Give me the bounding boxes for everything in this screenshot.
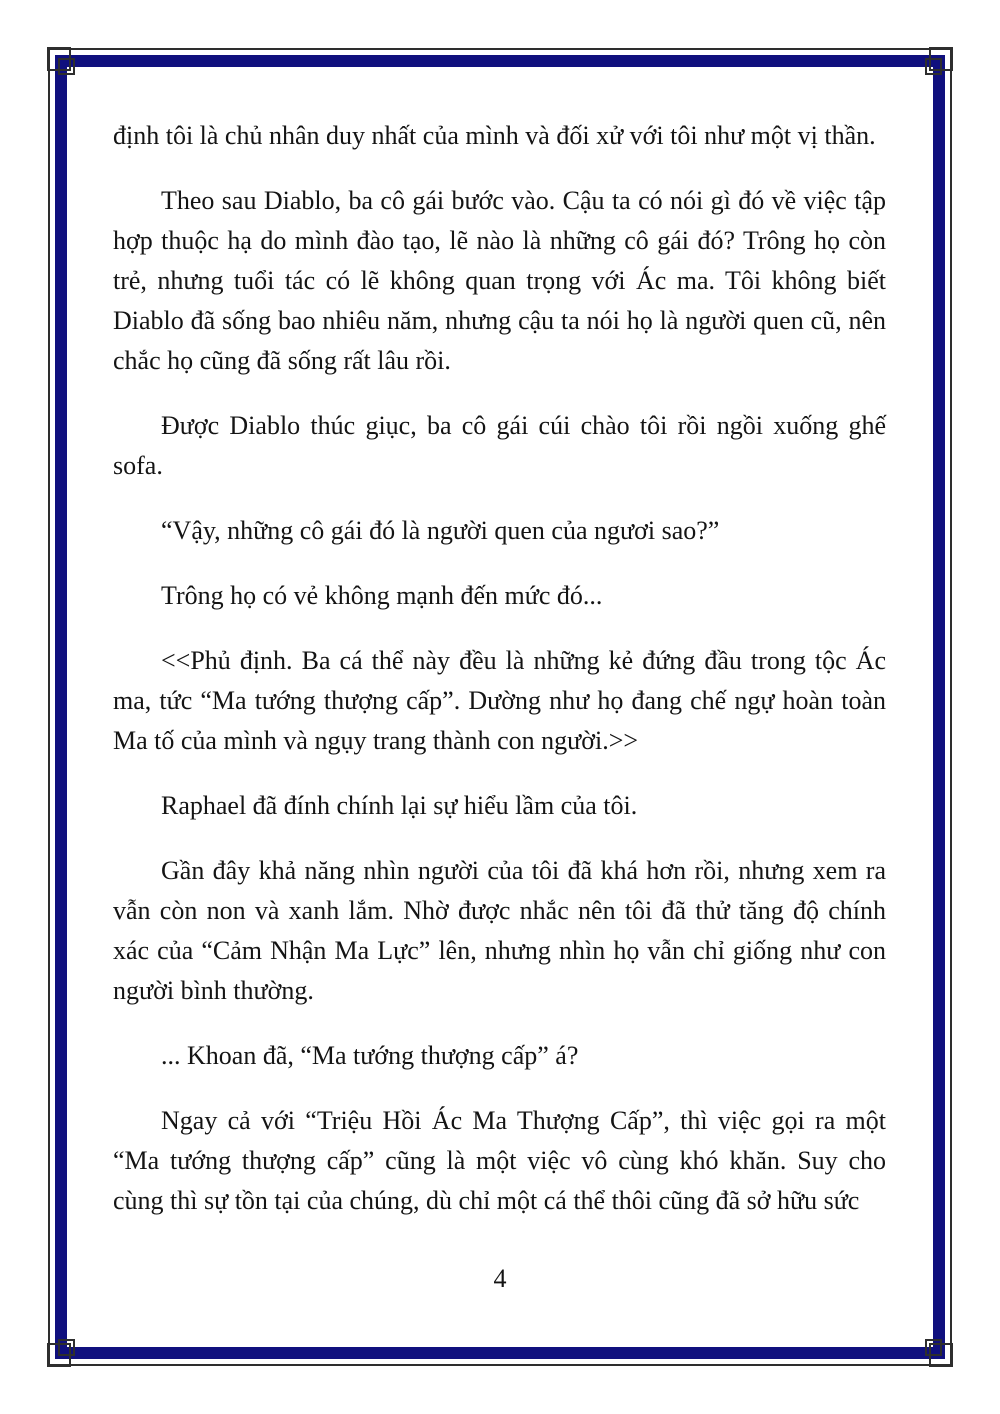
corner-ornament-bottom-right-inner [925, 1339, 942, 1356]
corner-ornament-top-left-outer [47, 47, 71, 71]
paragraph: Raphael đã đính chính lại sự hiểu lầm của tôi. [161, 791, 638, 820]
paragraph: Gần đây khả năng nhìn người của tôi đã khá hơn rồi, nhưng xem ra vẫn còn non và xanh lắm. Nhờ được nhắc nên tôi đã thử tăng độ chính xác của “Cảm Nhận Ma Lực” lên, nhưng nhìn họ vẫn chỉ giống như con người bình thường. [113, 856, 886, 1005]
page-number: 4 [493, 1264, 507, 1293]
corner-ornament-top-right-outer [929, 47, 953, 71]
corner-ornament-bottom-right-outer [929, 1343, 953, 1367]
page-text [113, 116, 886, 1246]
paragraph: <<Phủ định. Ba cá thể này đều là những kẻ đứng đầu trong tộc Ác ma, tức “Ma tướng thượng cấp”. Dường như họ đang chế ngự hoàn toàn Ma tố của mình và ngụy trang thành con người.>> [113, 646, 886, 755]
paragraph: ... Khoan đã, “Ma tướng thượng cấp” á? [161, 1041, 579, 1070]
paragraph: “Vậy, những cô gái đó là người quen của ngươi sao?” [161, 516, 720, 545]
paragraph: Trông họ có vẻ không mạnh đến mức đó... [161, 581, 603, 610]
paragraph: Ngay cả với “Triệu Hồi Ác Ma Thượng Cấp”, thì việc gọi ra một “Ma tướng thượng cấp” cũng là một việc vô cùng khó khăn. Suy cho cùng thì sự tồn tại của chúng, dù chỉ một cá thể thôi cũng đã sở hữu sức [113, 1106, 886, 1215]
corner-ornament-bottom-left-outer [47, 1343, 71, 1367]
corner-ornament-top-left-inner [58, 58, 75, 75]
corner-ornament-top-right-inner [925, 58, 942, 75]
corner-ornament-bottom-left-inner [58, 1339, 75, 1356]
paragraph: Theo sau Diablo, ba cô gái bước vào. Cậu ta có nói gì đó về việc tập hợp thuộc hạ do mình đào tạo, lẽ nào là những cô gái đó? Trông họ còn trẻ, nhưng tuổi tác có lẽ không quan trọng với Ác ma. Tôi không biết Diablo đã sống bao nhiêu năm, nhưng cậu ta nói họ là người quen cũ, nên chắc họ cũng đã sống rất lâu rồi. [113, 186, 886, 375]
paragraph: định tôi là chủ nhân duy nhất của mình và đối xử với tôi như một vị thần. [113, 121, 876, 150]
paragraph: Được Diablo thúc giục, ba cô gái cúi chào tôi rồi ngồi xuống ghế sofa. [113, 411, 886, 480]
